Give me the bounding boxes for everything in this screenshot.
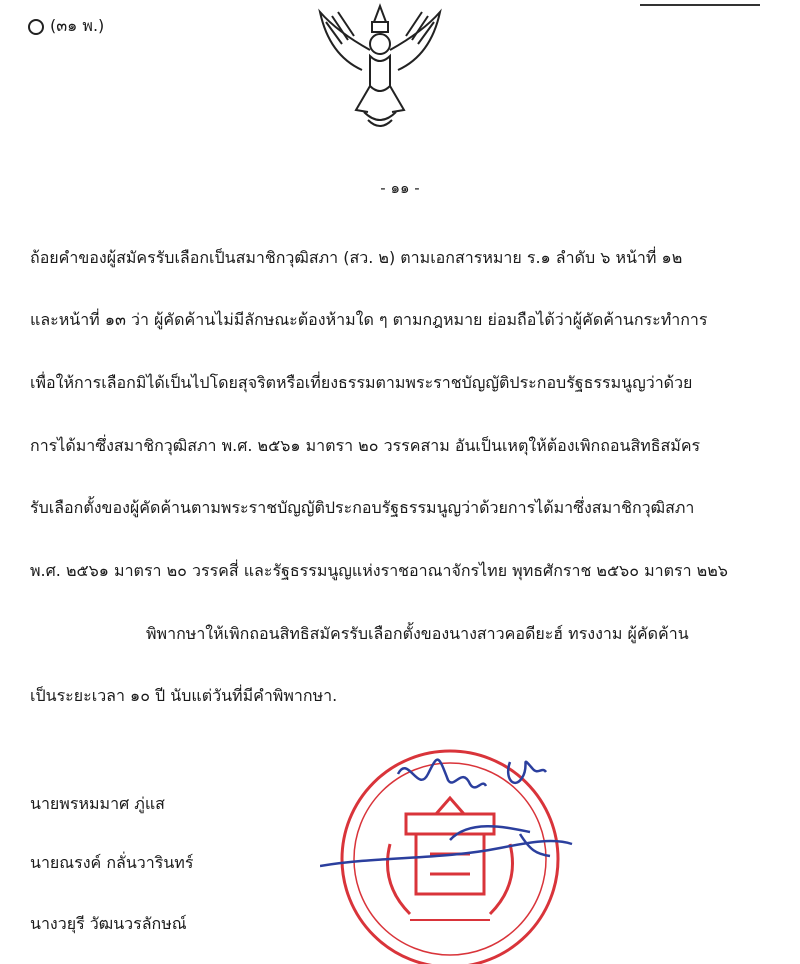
page-number: - ๑๑ -: [380, 179, 420, 197]
body-line: รับเลือกตั้งของผู้คัดค้านตามพระราชบัญญัติประกอบรัฐธรรมนูญว่าด้วยการได้มาซึ่งสมาชิกวุฒิสภา: [30, 498, 695, 517]
verdict-line: เป็นระยะเวลา ๑๐ ปี นับแต่วันที่มีคำพิพากษา.: [30, 686, 338, 705]
body-line: ถ้อยคำของผู้สมัครรับเลือกเป็นสมาชิกวุฒิสภา (สว. ๒) ตามเอกสารหมาย ร.๑ ลำดับ ๖ หน้าที่ ๑๒: [30, 248, 683, 267]
form-code: (๓๑ พ.): [50, 16, 105, 35]
verdict-line: พิพากษาให้เพิกถอนสิทธิสมัครรับเลือกตั้งของนางสาวคอดียะฮ์ ทรงงาม ผู้คัดค้าน: [146, 624, 689, 643]
signatory-name: นางวยุรี วัฒนวรลักษณ์: [30, 914, 187, 933]
body-line: พ.ศ. ๒๕๖๑ มาตรา ๒๐ วรรคสี่ และรัฐธรรมนูญแห่งราชอาณาจักรไทย พุทธศักราช ๒๕๖๐ มาตรา ๒๒๖: [30, 561, 728, 580]
signatory-name: นายพรหมมาศ ภู่แส: [30, 794, 165, 813]
body-line: และหน้าที่ ๑๓ ว่า ผู้คัดค้านไม่มีลักษณะต้องห้ามใด ๆ ตามกฎหมาย ย่อมถือได้ว่าผู้คัดค้านกระทำการ: [30, 310, 708, 329]
court-seal-icon: [320, 734, 580, 964]
body-line: เพื่อให้การเลือกมิได้เป็นไปโดยสุจริตหรือเที่ยงธรรมตามพระราชบัญญัติประกอบรัฐธรรมนูญว่าด้วย: [30, 373, 693, 392]
body-line: การได้มาซึ่งสมาชิกวุฒิสภา พ.ศ. ๒๕๖๑ มาตรา ๒๐ วรรคสาม อันเป็นเหตุให้ต้องเพิกถอนสิทธิสมัคร: [30, 436, 701, 455]
signatory-name: นายณรงค์ กลั่นวารินทร์: [30, 853, 194, 872]
form-code-marker: [28, 14, 104, 39]
circle-icon: [28, 19, 44, 35]
header-underline: [640, 0, 760, 6]
garuda-emblem-icon: [312, 0, 448, 136]
